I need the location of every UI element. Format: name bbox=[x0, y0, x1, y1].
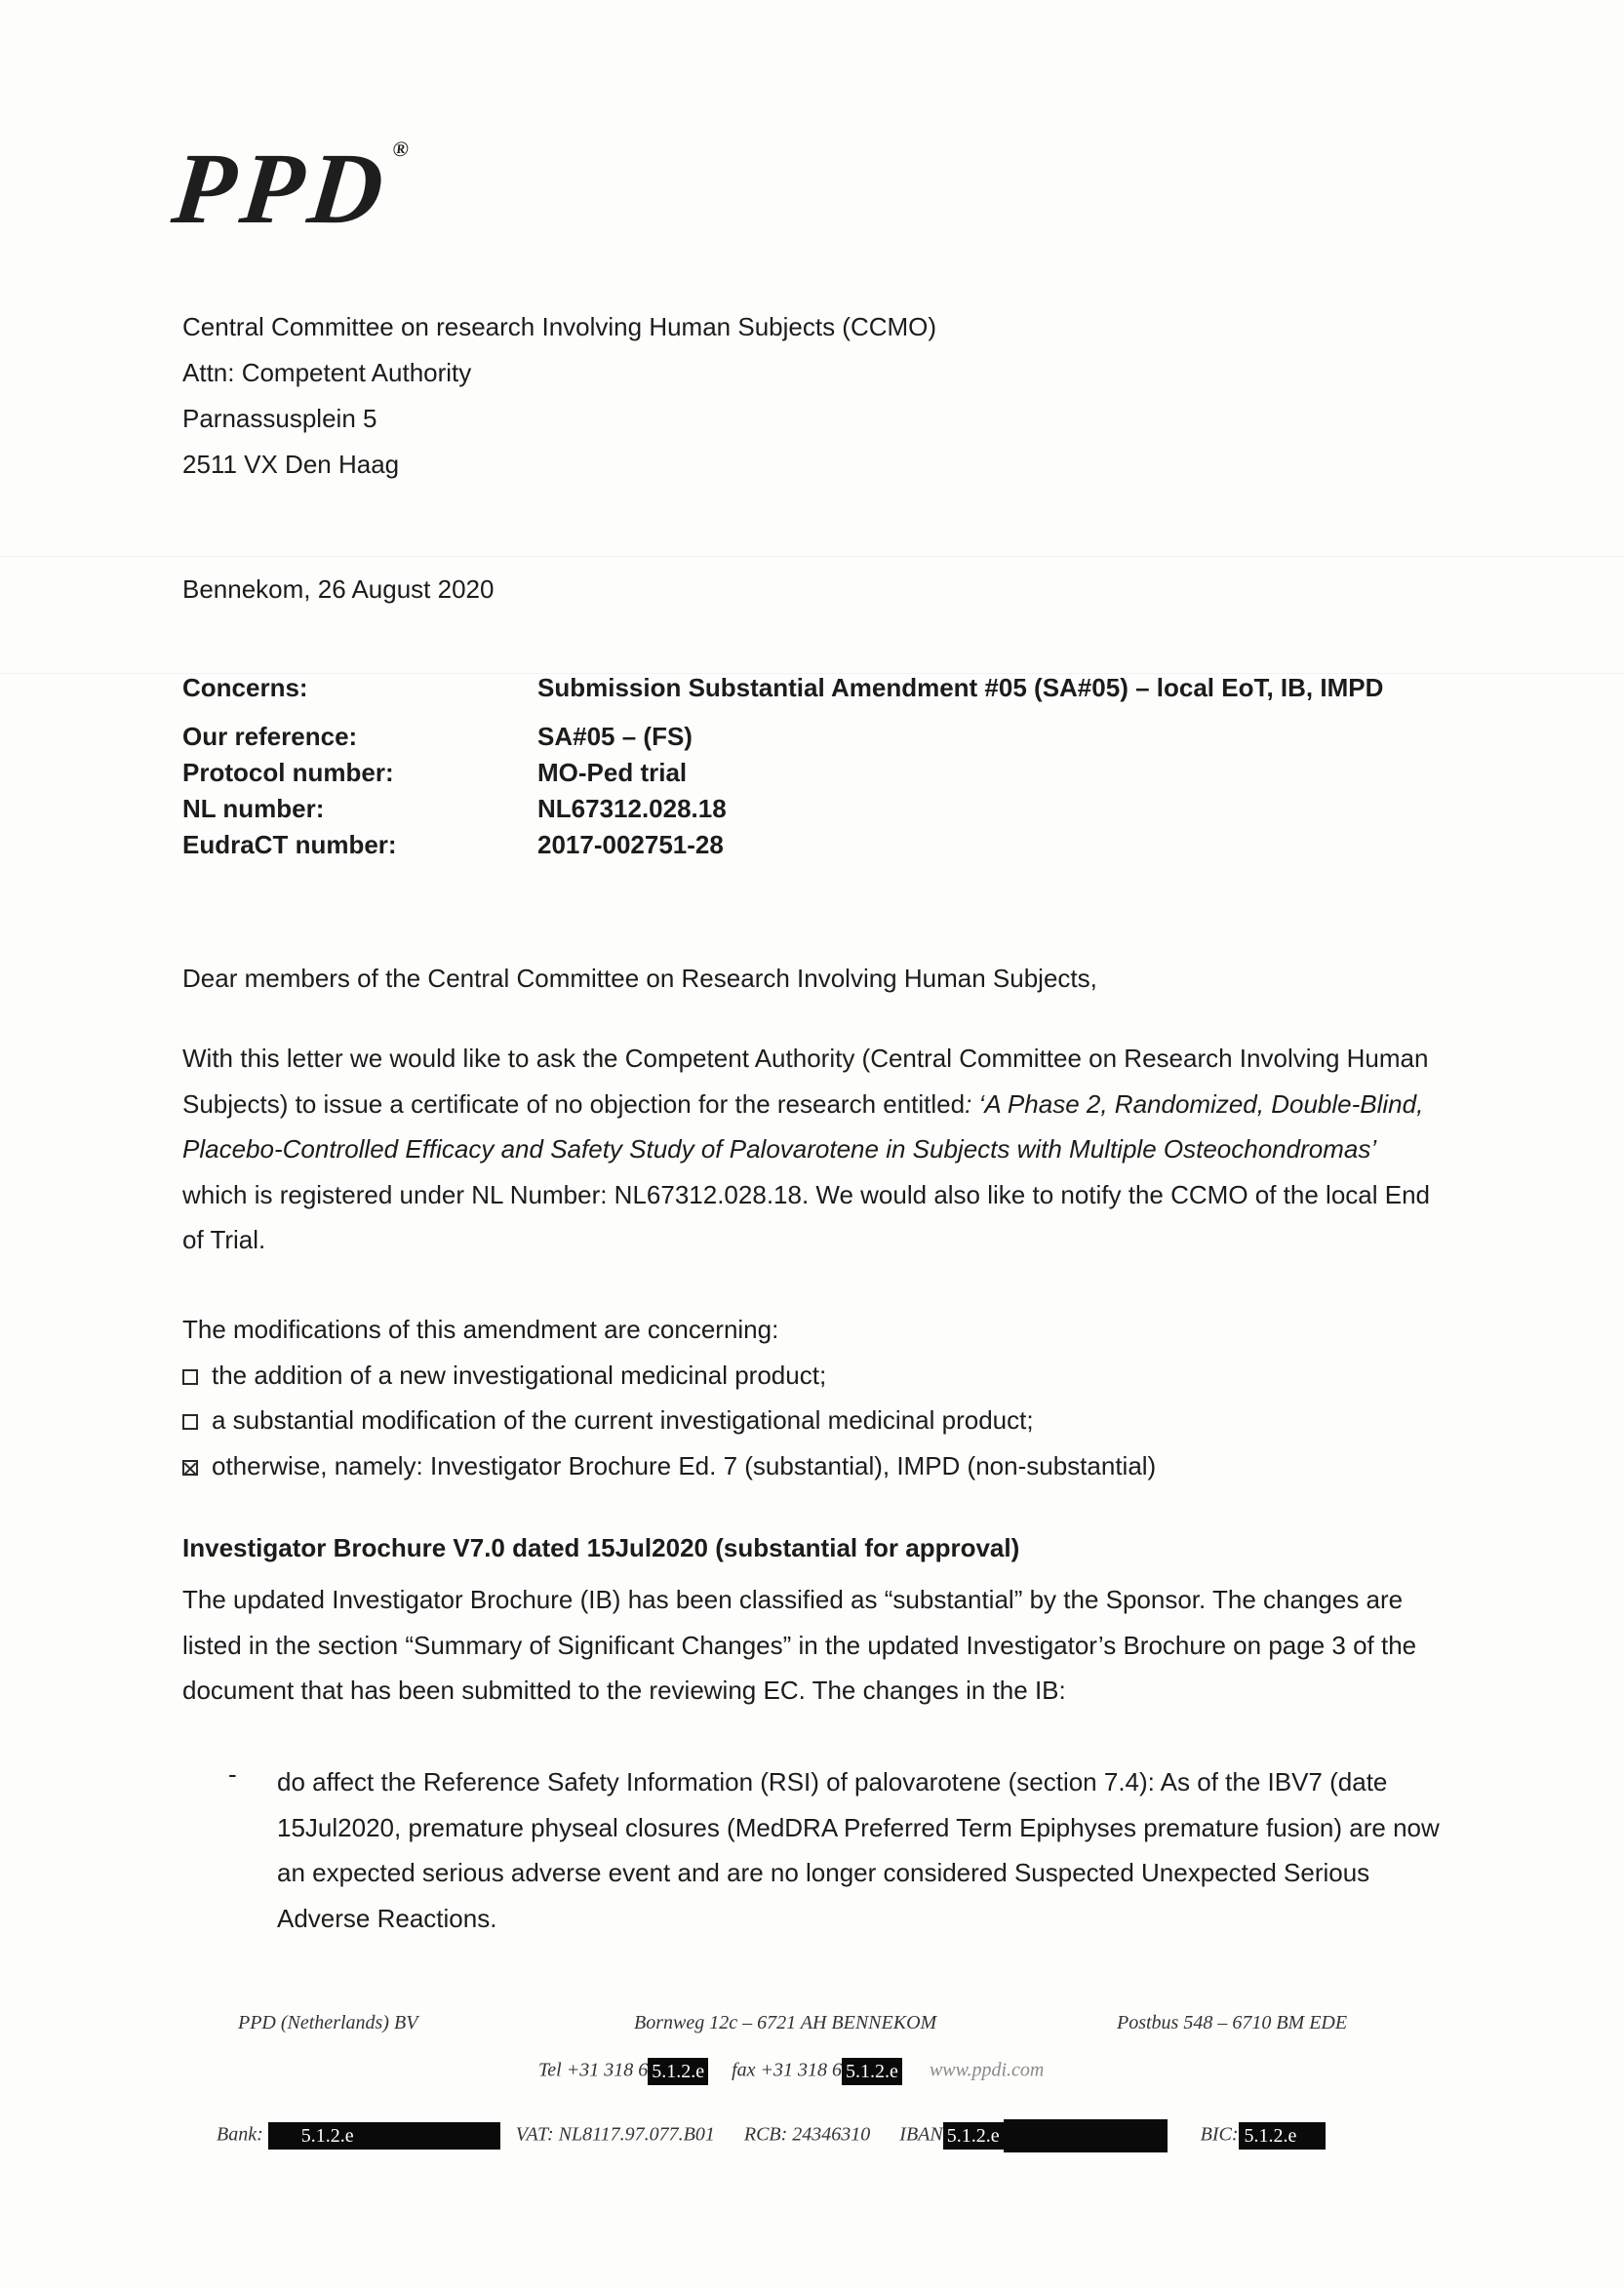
reference-value: 2017-002751-28 bbox=[537, 830, 724, 859]
footer-tel-label: Tel +31 318 6 bbox=[538, 2059, 649, 2081]
address-line: Attn: Competent Authority bbox=[182, 358, 472, 387]
footer-fax-label: fax +31 318 6 bbox=[732, 2059, 843, 2081]
reference-label: Protocol number: bbox=[182, 758, 394, 787]
paragraph-text: The updated Investigator Brochure (IB) has been classified as “substantial” by the Sponsor. The changes are listed in the section “Summary of Significant Changes” in the updated Investigator’s Brochure on page 3 of the document that has been submitted to the reviewing EC. The changes in the IB: bbox=[182, 1585, 1417, 1705]
redaction-box: 5.1.2.e bbox=[943, 2122, 1004, 2150]
checkbox-checked-icon bbox=[182, 1460, 198, 1476]
reference-label: Our reference: bbox=[182, 722, 358, 751]
modification-option bbox=[182, 1398, 1156, 1443]
modification-option bbox=[182, 1443, 1156, 1489]
address-line: 2511 VX Den Haag bbox=[182, 450, 400, 479]
modifications-list bbox=[182, 1307, 1156, 1488]
bullet-marker: - bbox=[228, 1759, 237, 1789]
ib-section-heading: Investigator Brochure V7.0 dated 15Jul2020 (substantial for approval) bbox=[182, 1533, 1020, 1562]
option-label: the addition of a new investigational medicinal product; bbox=[212, 1360, 827, 1390]
address-line: Central Committee on research Involving Human Subjects (CCMO) bbox=[182, 312, 937, 341]
letter-date: Bennekom, 26 August 2020 bbox=[182, 574, 495, 604]
reference-row bbox=[182, 673, 1383, 722]
reference-label: NL number: bbox=[182, 794, 325, 823]
salutation: Dear members of the Central Committee on Research Involving Human Subjects, bbox=[182, 964, 1097, 993]
reference-value: MO-Ped trial bbox=[537, 758, 688, 787]
study-title: : ‘A Phase 2, Randomized, Double-Blind, Placebo-Controlled Efficacy and Safety Study of Palovarotene in Subjects with Multiple Osteochondromas’ bbox=[182, 1088, 1424, 1164]
redaction-box bbox=[1004, 2119, 1168, 2152]
reference-row bbox=[182, 722, 1383, 758]
footer-bank-label: Bank: bbox=[217, 2123, 263, 2146]
footer-company: PPD (Netherlands) BV bbox=[238, 2012, 418, 2033]
modification-option bbox=[182, 1353, 1156, 1399]
modifications-intro: The modifications of this amendment are concerning: bbox=[182, 1315, 779, 1344]
reference-label: Concerns: bbox=[182, 673, 308, 702]
recipient-address bbox=[182, 304, 936, 488]
redaction-box: 5.1.2.e bbox=[1239, 2122, 1327, 2150]
footer-iban-label: IBAN bbox=[899, 2123, 943, 2146]
footer-postbus: Postbus 548 – 6710 BM EDE bbox=[1117, 2012, 1348, 2033]
reference-value: Submission Substantial Amendment #05 (SA#05) – local EoT, IB, IMPD bbox=[537, 673, 1384, 702]
ib-paragraph bbox=[182, 1577, 1441, 1714]
footer-contact-line bbox=[538, 2058, 1044, 2085]
reference-label: EudraCT number: bbox=[182, 830, 397, 859]
scan-artifact-line bbox=[0, 556, 1624, 557]
footer-rcb: RCB: 24346310 bbox=[743, 2123, 871, 2146]
paragraph-text: which is registered under NL Number: NL67312.028.18. We would also like to notify the CCMO of the local End of Trial. bbox=[182, 1179, 1431, 1254]
footer-address: Bornweg 12c – 6721 AH BENNEKOM bbox=[634, 2012, 937, 2033]
ppd-logo bbox=[168, 133, 411, 245]
intro-paragraph bbox=[182, 1036, 1441, 1263]
reference-row bbox=[182, 794, 1383, 830]
reference-value: NL67312.028.18 bbox=[537, 794, 727, 823]
paragraph-text: With this letter we would like to ask the Competent Authority (Central Committee on Research Involving Human Subjects) to issue a certificate of no objection for the research entitled bbox=[182, 1044, 1429, 1119]
reference-row bbox=[182, 830, 1383, 866]
reference-row bbox=[182, 758, 1383, 794]
logo-registered-mark: ® bbox=[391, 137, 411, 161]
reference-table bbox=[182, 673, 1383, 866]
reference-value: SA#05 – (FS) bbox=[537, 722, 693, 751]
redaction-box: 5.1.2.e bbox=[648, 2058, 708, 2085]
redaction-box: 5.1.2.e bbox=[268, 2122, 500, 2150]
footer-website-link[interactable]: www.ppdi.com bbox=[929, 2059, 1045, 2081]
checkbox-unchecked-icon bbox=[182, 1414, 198, 1430]
address-line: Parnassusplein 5 bbox=[182, 404, 377, 433]
redaction-box: 5.1.2.e bbox=[842, 2058, 902, 2085]
checkbox-unchecked-icon bbox=[182, 1369, 198, 1385]
option-label: a substantial modification of the current investigational medicinal product; bbox=[212, 1405, 1034, 1435]
footer-bic-label: BIC: bbox=[1200, 2123, 1239, 2146]
bullet-text: do affect the Reference Safety Information (RSI) of palovarotene (section 7.4): As of the IBV7 (date 15Jul2020, premature physeal closures (MedDRA Preferred Term Epiphyses premature fusion) are now an expected serious adverse event and are no longer considered Suspected Unexpected Serious Adverse Reactions. bbox=[277, 1767, 1440, 1933]
footer-bank-line bbox=[217, 2119, 1326, 2152]
option-label: otherwise, namely: Investigator Brochure Ed. 7 (substantial), IMPD (non-substantial) bbox=[212, 1450, 1157, 1480]
logo-text: PPD bbox=[168, 133, 395, 245]
footer-vat: VAT: NL8117.97.077.B01 bbox=[515, 2123, 715, 2146]
